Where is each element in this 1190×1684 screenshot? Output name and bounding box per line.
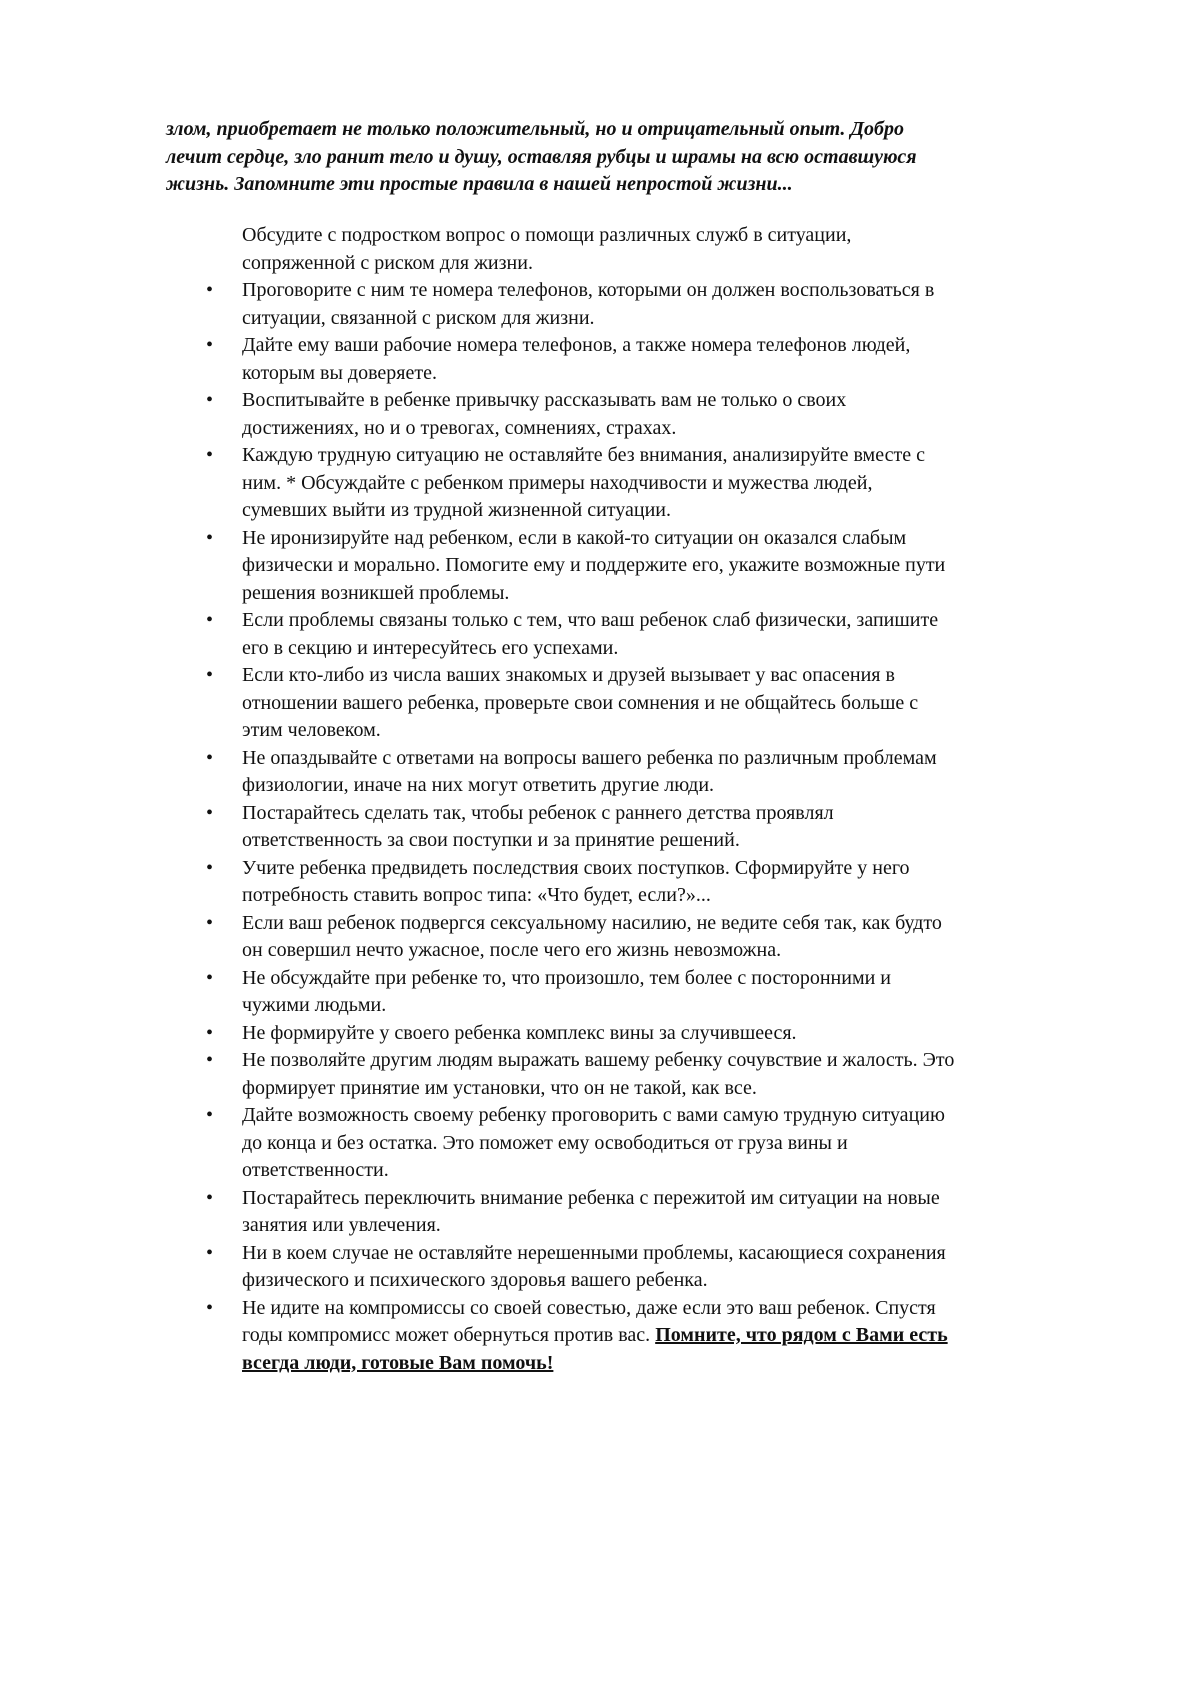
list-item-line: он совершил нечто ужасное, после чего его жизнь невозможна. bbox=[242, 939, 782, 961]
list-item-line: Если проблемы связаны только с тем, что ваш ребенок слаб физически, запишите bbox=[242, 609, 939, 631]
list-item-line: занятия или увлечения. bbox=[242, 1214, 441, 1236]
list-item bbox=[0, 1185, 1082, 1240]
list-item bbox=[0, 965, 1082, 1020]
list-item-line: Не обсуждайте при ребенке то, что произошло, тем более с посторонними и bbox=[242, 966, 892, 989]
list-item bbox=[0, 662, 1082, 745]
list-item bbox=[0, 1102, 1082, 1185]
intro-paragraph bbox=[166, 116, 1066, 199]
bullet-icon: • bbox=[206, 1186, 214, 1209]
list-item-line: чужими людьми. bbox=[242, 994, 387, 1016]
list-item-line: ним. * Обсуждайте с ребенком примеры находчивости и мужества людей, bbox=[242, 471, 873, 494]
list-item bbox=[0, 855, 1082, 910]
list-item-line: Учите ребенка предвидеть последствия своих поступков. Сформируйте у него bbox=[242, 856, 910, 879]
list-item-line: потребность ставить вопрос типа: «Что будет, если?»... bbox=[242, 884, 711, 906]
bullet-icon: • bbox=[206, 1104, 214, 1126]
list-item-line: Проговорите с ним те номера телефонов, которыми он должен воспользоваться в bbox=[242, 279, 935, 301]
list-item-line: Ни в коем случае не оставляйте нерешенными проблемы, касающиеся сохранения bbox=[242, 1241, 946, 1264]
list-item bbox=[0, 525, 1082, 608]
list-item-line: сопряженной с риском для жизни. bbox=[242, 251, 533, 274]
list-item bbox=[0, 387, 1082, 442]
list-item-line: ответственность за свои поступки и за принятие решений. bbox=[242, 829, 740, 851]
list-item-line: сумевших выйти из трудной жизненной ситуации. bbox=[242, 499, 671, 521]
list-item-line: Не формируйте у своего ребенка комплекс вины за случившееся. bbox=[242, 1021, 797, 1044]
list-item-line: Если кто-либо из числа ваших знакомых и друзей вызывает у вас опасения в bbox=[242, 664, 895, 686]
list-item bbox=[0, 910, 1082, 965]
list-item-text: годы компромисс может обернуться против вас. bbox=[242, 1324, 656, 1346]
list-item-line: физиологии, иначе на них могут ответить другие люди. bbox=[242, 774, 715, 796]
bullet-icon: • bbox=[206, 1241, 214, 1264]
list-item-line: физического и психического здоровья вашего ребенка. bbox=[242, 1269, 708, 1291]
bullet-icon: • bbox=[206, 1049, 214, 1071]
list-item-line: решения возникшей проблемы. bbox=[242, 581, 510, 604]
list-item bbox=[0, 745, 1082, 800]
list-item-line: ситуации, связанной с риском для жизни. bbox=[242, 306, 595, 329]
bullet-icon: • bbox=[206, 746, 214, 769]
closing-emphasis: всегда люди, готовые Вам помочь! bbox=[242, 1351, 554, 1374]
list-item-line: Не идите на компромиссы со своей совестью, даже если это ваш ребенок. Спустя bbox=[242, 1296, 936, 1319]
list-item-line bbox=[242, 1322, 1082, 1350]
list-item-line: Дайте возможность своему ребенку проговорить с вами самую трудную ситуацию bbox=[242, 1104, 945, 1126]
list-item-line: отношении вашего ребенка, проверьте свои сомнения и не общайтесь больше с bbox=[242, 691, 919, 714]
list-item bbox=[0, 222, 1082, 277]
list-item bbox=[0, 1020, 1082, 1048]
list-item-line: которым вы доверяете. bbox=[242, 361, 437, 384]
list-item-line: этим человеком. bbox=[242, 719, 381, 741]
intro-line: лечит сердце, зло ранит тело и душу, оставляя рубцы и шрамы на всю оставшуюся bbox=[166, 145, 917, 168]
bullet-icon: • bbox=[206, 444, 214, 466]
bullet-icon: • bbox=[206, 526, 214, 549]
list-item-line: Не позволяйте другим людям выражать вашему ребенку сочувствие и жалость. Это bbox=[242, 1049, 955, 1071]
list-item-line: его в секцию и интересуйтесь его успехами. bbox=[242, 636, 619, 659]
bullet-icon: • bbox=[206, 334, 214, 356]
list-item-line: Не иронизируйте над ребенком, если в какой-то ситуации он оказался слабым bbox=[242, 526, 907, 549]
list-item bbox=[0, 1047, 1082, 1102]
list-item-line: Дайте ему ваши рабочие номера телефонов, а также номера телефонов людей, bbox=[242, 334, 911, 356]
list-item bbox=[0, 332, 1082, 387]
list-item-final bbox=[0, 1295, 1082, 1378]
advice-list bbox=[0, 222, 1190, 1377]
list-item-line: ответственности. bbox=[242, 1159, 389, 1181]
list-item-line: Воспитывайте в ребенке привычку рассказывать вам не только о своих bbox=[242, 389, 847, 411]
list-item bbox=[0, 277, 1082, 332]
list-item-line: Каждую трудную ситуацию не оставляйте без внимания, анализируйте вместе с bbox=[242, 444, 925, 466]
intro-line: жизнь. Запомните эти простые правила в нашей непростой жизни... bbox=[166, 173, 793, 195]
list-item bbox=[0, 800, 1082, 855]
bullet-icon: • bbox=[206, 279, 214, 301]
bullet-icon: • bbox=[206, 856, 214, 879]
list-item-line: Если ваш ребенок подвергся сексуальному насилию, не ведите себя так, как будто bbox=[242, 911, 942, 934]
list-item-line: Постарайтесь сделать так, чтобы ребенок с раннего детства проявлял bbox=[242, 801, 834, 824]
bullet-icon: • bbox=[206, 801, 214, 824]
list-item-line: достижениях, но и о тревогах, сомнениях, страхах. bbox=[242, 416, 677, 439]
list-item-line: формирует принятие им установки, что он не такой, как все. bbox=[242, 1076, 757, 1099]
list-item-line: физически и морально. Помогите ему и поддержите его, укажите возможные пути bbox=[242, 554, 946, 576]
list-item-line: Не опаздывайте с ответами на вопросы вашего ребенка по различным проблемам bbox=[242, 746, 937, 769]
bullet-icon: • bbox=[206, 911, 214, 934]
intro-line: злом, приобретает не только положительный, но и отрицательный опыт. Добро bbox=[166, 118, 905, 140]
bullet-icon: • bbox=[206, 966, 214, 989]
bullet-icon: • bbox=[206, 609, 214, 631]
list-item-line: до конца и без остатка. Это поможет ему освободиться от груза вины и bbox=[242, 1131, 848, 1154]
closing-emphasis: Помните, что рядом с Вами есть bbox=[655, 1324, 948, 1346]
list-item-line: Постарайтесь переключить внимание ребенка с пережитой им ситуации на новые bbox=[242, 1186, 940, 1209]
list-item bbox=[0, 607, 1082, 662]
bullet-icon: • bbox=[206, 1296, 214, 1319]
bullet-icon: • bbox=[206, 1021, 214, 1044]
list-item bbox=[0, 442, 1082, 525]
list-item-line: Обсудите с подростком вопрос о помощи различных служб в ситуации, bbox=[242, 224, 852, 246]
bullet-icon: • bbox=[206, 664, 214, 686]
bullet-icon: • bbox=[206, 389, 214, 411]
list-item bbox=[0, 1240, 1082, 1295]
